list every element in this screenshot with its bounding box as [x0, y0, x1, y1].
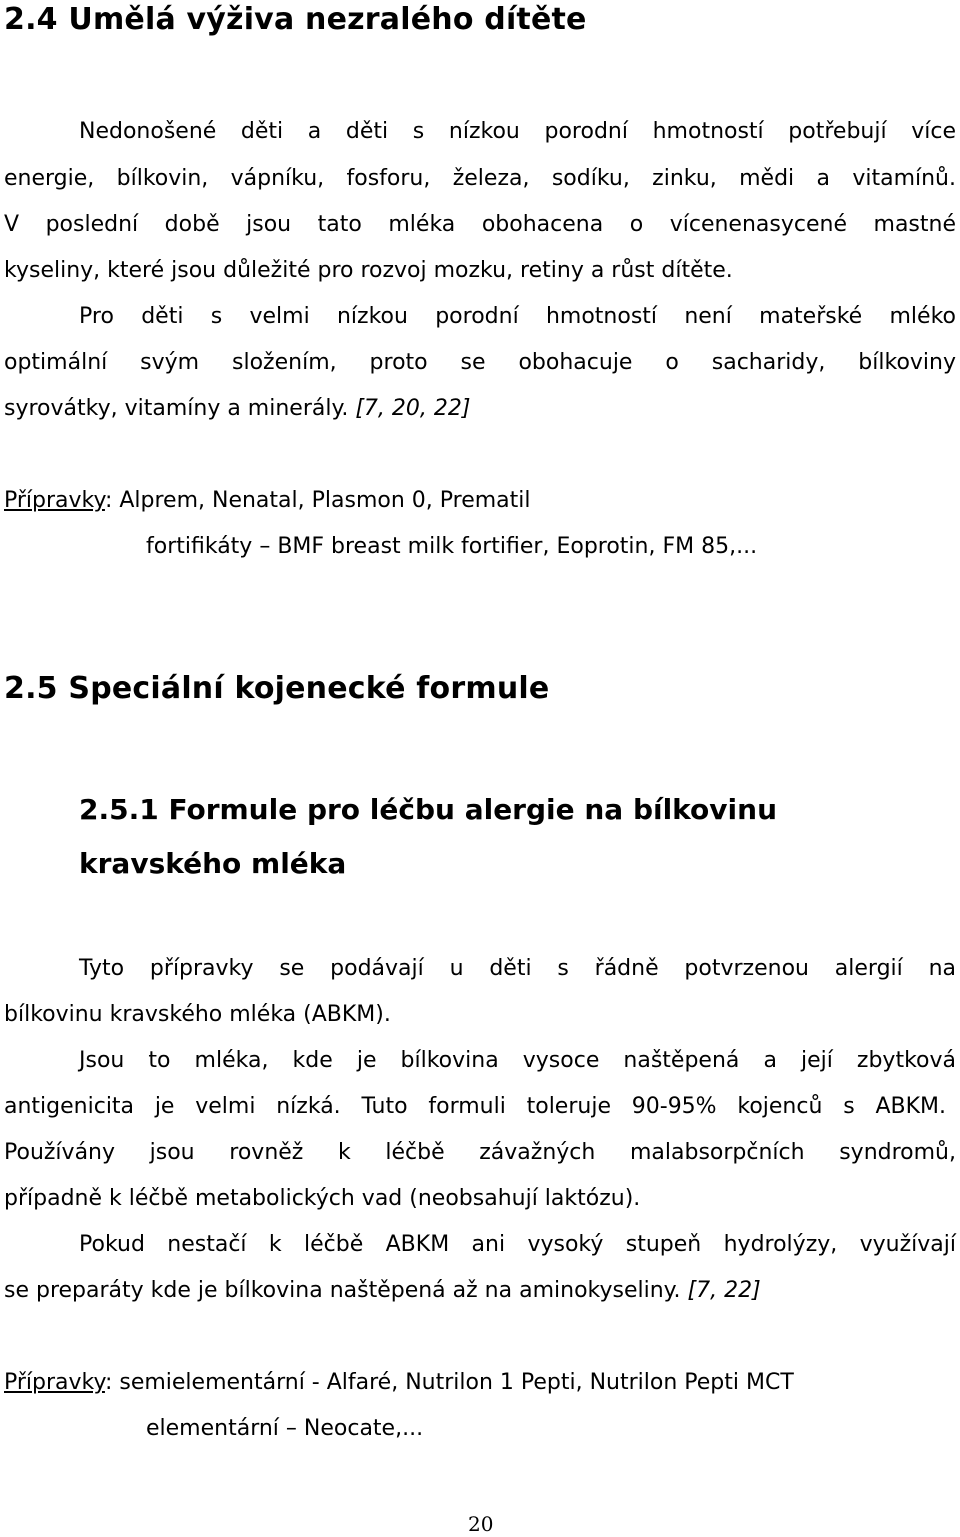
products-line — [4, 486, 531, 516]
products-list: semielementární - Alfaré, Nutrilon 1 Pepti, Nutrilon Pepti MCT — [112, 1370, 794, 1395]
products-separator: : — [104, 1370, 113, 1395]
paragraph-line: případně k léčbě metabolických vad (neobsahují laktózu). — [4, 1186, 641, 1211]
paragraph-line: Pokud nestačí k léčbě ABKM ani vysoký stupeň hydrolýzy, využívají — [79, 1232, 956, 1257]
products-label: Přípravky — [4, 1370, 105, 1395]
paragraph-line: V poslední době jsou tato mléka obohacena o vícenenasycené mastné — [4, 212, 956, 237]
products-separator: : — [104, 488, 113, 513]
page-number: 20 — [468, 1512, 494, 1536]
paragraph-line: energie, bílkovin, vápníku, fosforu, železa, sodíku, zinku, mědi a vitamínů. — [4, 166, 956, 191]
citation: [7, 20, 22] — [355, 396, 471, 421]
subsection-heading-2-5-1-cont: kravského mléka — [79, 847, 347, 880]
citation: [7, 22] — [687, 1278, 761, 1303]
products-label: Přípravky — [4, 488, 105, 513]
paragraph-line: bílkovinu kravského mléka (ABKM). — [4, 1002, 391, 1027]
paragraph-text: syrovátky, vitamíny a minerály. — [4, 396, 349, 421]
paragraph-line — [4, 394, 470, 424]
paragraph-line: Nedonošené děti a děti s nízkou porodní hmotností potřebují více — [79, 119, 956, 144]
products-list: Alprem, Nenatal, Plasmon 0, Prematil — [112, 488, 531, 513]
products-line — [4, 1368, 794, 1398]
paragraph-line: Používány jsou rovněž k léčbě závažných malabsorpčních syndromů, — [4, 1140, 956, 1165]
products-line-2: elementární – Neocate,... — [146, 1416, 424, 1441]
paragraph-line — [4, 1276, 761, 1306]
section-heading-2-5: 2.5 Speciální kojenecké formule — [4, 671, 550, 706]
paragraph-line: Jsou to mléka, kde je bílkovina vysoce naštěpená a její zbytková — [79, 1048, 956, 1073]
paragraph-line: optimální svým složením, proto se obohacuje o sacharidy, bílkoviny — [4, 350, 956, 375]
paragraph-line: Pro děti s velmi nízkou porodní hmotností není mateřské mléko — [79, 304, 956, 329]
subsection-heading-2-5-1: 2.5.1 Formule pro léčbu alergie na bílkovinu — [79, 793, 778, 826]
paragraph-line: Tyto přípravky se podávají u děti s řádně potvrzenou alergií na — [79, 956, 956, 981]
paragraph-text: se preparáty kde je bílkovina naštěpená až na aminokyseliny. — [4, 1278, 681, 1303]
paragraph-line: antigenicita je velmi nízká. Tuto formuli toleruje 90-95% kojenců s ABKM. — [4, 1094, 946, 1119]
paragraph-line: kyseliny, které jsou důležité pro rozvoj mozku, retiny a růst dítěte. — [4, 258, 733, 283]
products-line-2: fortifikáty – BMF breast milk fortifier, Eoprotin, FM 85,... — [146, 534, 758, 559]
section-heading-2-4: 2.4 Umělá výživa nezralého dítěte — [4, 2, 587, 37]
